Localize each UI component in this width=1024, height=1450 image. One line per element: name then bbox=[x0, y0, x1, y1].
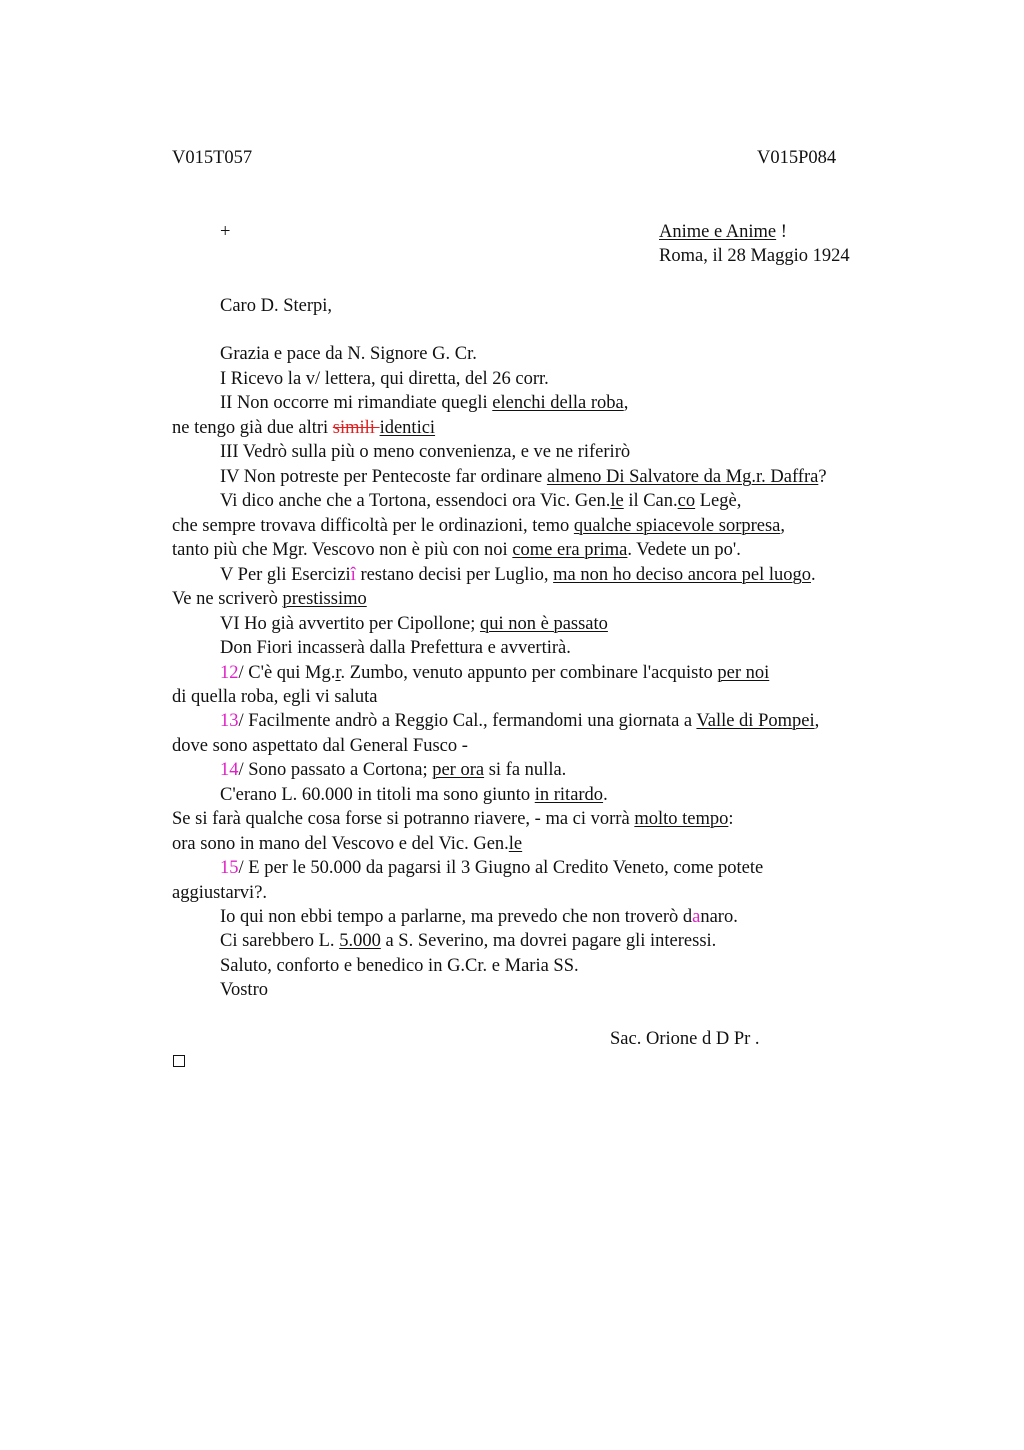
body-line bbox=[220, 636, 571, 660]
text: Io qui non ebbi tempo a parlarne, ma prevedo che non troverò d bbox=[220, 907, 693, 927]
underlined-text: le bbox=[610, 491, 624, 511]
signature: Sac. Orione d D Pr . bbox=[610, 1029, 760, 1049]
underlined-text: almeno Di Salvatore da Mg.r. Daffra bbox=[546, 467, 819, 487]
text: aggiustarvi?. bbox=[172, 883, 268, 903]
paragraph-number: 12 bbox=[220, 663, 239, 683]
text: naro. bbox=[700, 907, 738, 927]
body-line bbox=[220, 342, 477, 366]
text: / Sono passato a Cortona; bbox=[238, 760, 433, 780]
text: dove sono aspettato dal General Fusco - bbox=[172, 736, 468, 756]
motto-text: Anime e Anime bbox=[659, 222, 777, 242]
body-line bbox=[220, 709, 819, 733]
text: si fa nulla. bbox=[484, 760, 567, 780]
underlined-text: Valle di Pompei bbox=[696, 711, 815, 731]
body-line bbox=[172, 832, 522, 856]
body-line bbox=[220, 391, 628, 415]
text: a S. Severino, ma dovrei pagare gli interessi. bbox=[380, 931, 717, 951]
document-code-right: V015P084 bbox=[757, 148, 837, 168]
text: V Per gli Esercizi bbox=[220, 565, 351, 585]
text: ora sono in mano del Vescovo e del Vic. Gen. bbox=[172, 834, 509, 854]
text: Ci sarebbero L. bbox=[220, 931, 340, 951]
text: : bbox=[728, 809, 734, 829]
motto bbox=[659, 220, 787, 244]
text: VI Ho già avvertito per Cipollone; bbox=[220, 614, 480, 634]
text: Grazia e pace da N. Signore G. Cr. bbox=[220, 344, 477, 364]
text: Legè, bbox=[695, 491, 742, 511]
body-line bbox=[220, 367, 549, 391]
text: Don Fiori incasserà dalla Prefettura e avvertirà. bbox=[220, 638, 571, 658]
text: . bbox=[811, 565, 816, 585]
correction-mark: î bbox=[350, 565, 356, 585]
text: Vi dico anche che a Tortona, essendoci ora Vic. Gen. bbox=[220, 491, 611, 511]
cross-symbol: + bbox=[220, 222, 231, 242]
body-line bbox=[220, 783, 608, 807]
underlined-text: 5.000 bbox=[339, 931, 381, 951]
text: I Ricevo la v/ lettera, qui diretta, del 26 corr. bbox=[220, 369, 549, 389]
body-line bbox=[172, 587, 367, 611]
body-line bbox=[220, 758, 566, 782]
struck-text: simili bbox=[332, 418, 380, 438]
underlined-text: identici bbox=[379, 418, 436, 438]
text: . Zumbo, venuto appunto per combinare l'acquisto bbox=[340, 663, 718, 683]
body-line bbox=[172, 514, 785, 538]
text: ? bbox=[818, 467, 827, 487]
text: Saluto, conforto e benedico in G.Cr. e Maria SS. bbox=[220, 956, 579, 976]
body-line bbox=[220, 563, 816, 587]
underlined-text: elenchi della roba bbox=[492, 393, 624, 413]
text: restano decisi per Luglio, bbox=[355, 565, 554, 585]
body-line bbox=[220, 661, 769, 685]
text: , bbox=[814, 711, 820, 731]
text: ne tengo già due altri bbox=[172, 418, 333, 438]
text: tanto più che Mgr. Vescovo non è più con noi bbox=[172, 540, 513, 560]
body-line bbox=[172, 734, 468, 758]
body-line bbox=[172, 685, 378, 709]
text: III Vedrò sulla più o meno convenienza, e ve ne riferirò bbox=[220, 442, 631, 462]
text: , bbox=[780, 516, 786, 536]
body-line bbox=[172, 416, 435, 440]
body-line bbox=[220, 978, 268, 1002]
text: / E per le 50.000 da pagarsi il 3 Giugno al Credito Veneto, come potete bbox=[238, 858, 764, 878]
text: / C'è qui Mg. bbox=[238, 663, 336, 683]
place-date: Roma, il 28 Maggio 1924 bbox=[659, 246, 850, 266]
underlined-text: ma non ho deciso ancora pel luogo bbox=[553, 565, 811, 585]
paragraph-number: 14 bbox=[220, 760, 239, 780]
body-line bbox=[172, 881, 267, 905]
correction-mark: a bbox=[692, 907, 701, 927]
body-line bbox=[220, 465, 827, 489]
body-line bbox=[220, 489, 741, 513]
text: / Facilmente andrò a Reggio Cal., fermandomi una giornata a bbox=[238, 711, 697, 731]
text: . bbox=[603, 785, 608, 805]
text: Ve ne scriverò bbox=[172, 589, 283, 609]
text: di quella roba, egli vi saluta bbox=[172, 687, 378, 707]
body-line bbox=[172, 807, 734, 831]
underlined-text: co bbox=[677, 491, 696, 511]
body-line bbox=[220, 954, 579, 978]
underlined-text: come era prima bbox=[512, 540, 628, 560]
document-code-left: V015T057 bbox=[172, 148, 253, 168]
text: Se si farà qualche cosa forse si potranno riavere, - ma ci vorrà bbox=[172, 809, 635, 829]
text: C'erano L. 60.000 in titoli ma sono giunto bbox=[220, 785, 535, 805]
underlined-text: per ora bbox=[432, 760, 485, 780]
underlined-text: per noi bbox=[717, 663, 770, 683]
underlined-text: prestissimo bbox=[282, 589, 367, 609]
text: che sempre trovava difficoltà per le ordinazioni, temo bbox=[172, 516, 574, 536]
text: il Can. bbox=[623, 491, 678, 511]
body-line bbox=[220, 905, 738, 929]
paragraph-number: 13 bbox=[220, 711, 239, 731]
text: . Vedete un po'. bbox=[627, 540, 741, 560]
text: Vostro bbox=[220, 980, 268, 1000]
body-line bbox=[220, 440, 630, 464]
body-line bbox=[172, 538, 741, 562]
checkbox-square-icon bbox=[173, 1055, 185, 1067]
paragraph-number: 15 bbox=[220, 858, 239, 878]
text: , bbox=[623, 393, 629, 413]
body-line bbox=[220, 856, 763, 880]
underlined-text: r bbox=[335, 663, 341, 683]
text: II Non occorre mi rimandiate quegli bbox=[220, 393, 493, 413]
motto-suffix: ! bbox=[776, 222, 787, 242]
underlined-text: in ritardo bbox=[534, 785, 604, 805]
body-line bbox=[220, 612, 608, 636]
text: IV Non potreste per Pentecoste far ordinare bbox=[220, 467, 547, 487]
underlined-text: qui non è passato bbox=[479, 614, 608, 634]
salutation: Caro D. Sterpi, bbox=[220, 296, 333, 316]
underlined-text: le bbox=[508, 834, 523, 854]
underlined-text: molto tempo bbox=[634, 809, 729, 829]
underlined-text: qualche spiacevole sorpresa bbox=[573, 516, 781, 536]
body-line bbox=[220, 929, 716, 953]
